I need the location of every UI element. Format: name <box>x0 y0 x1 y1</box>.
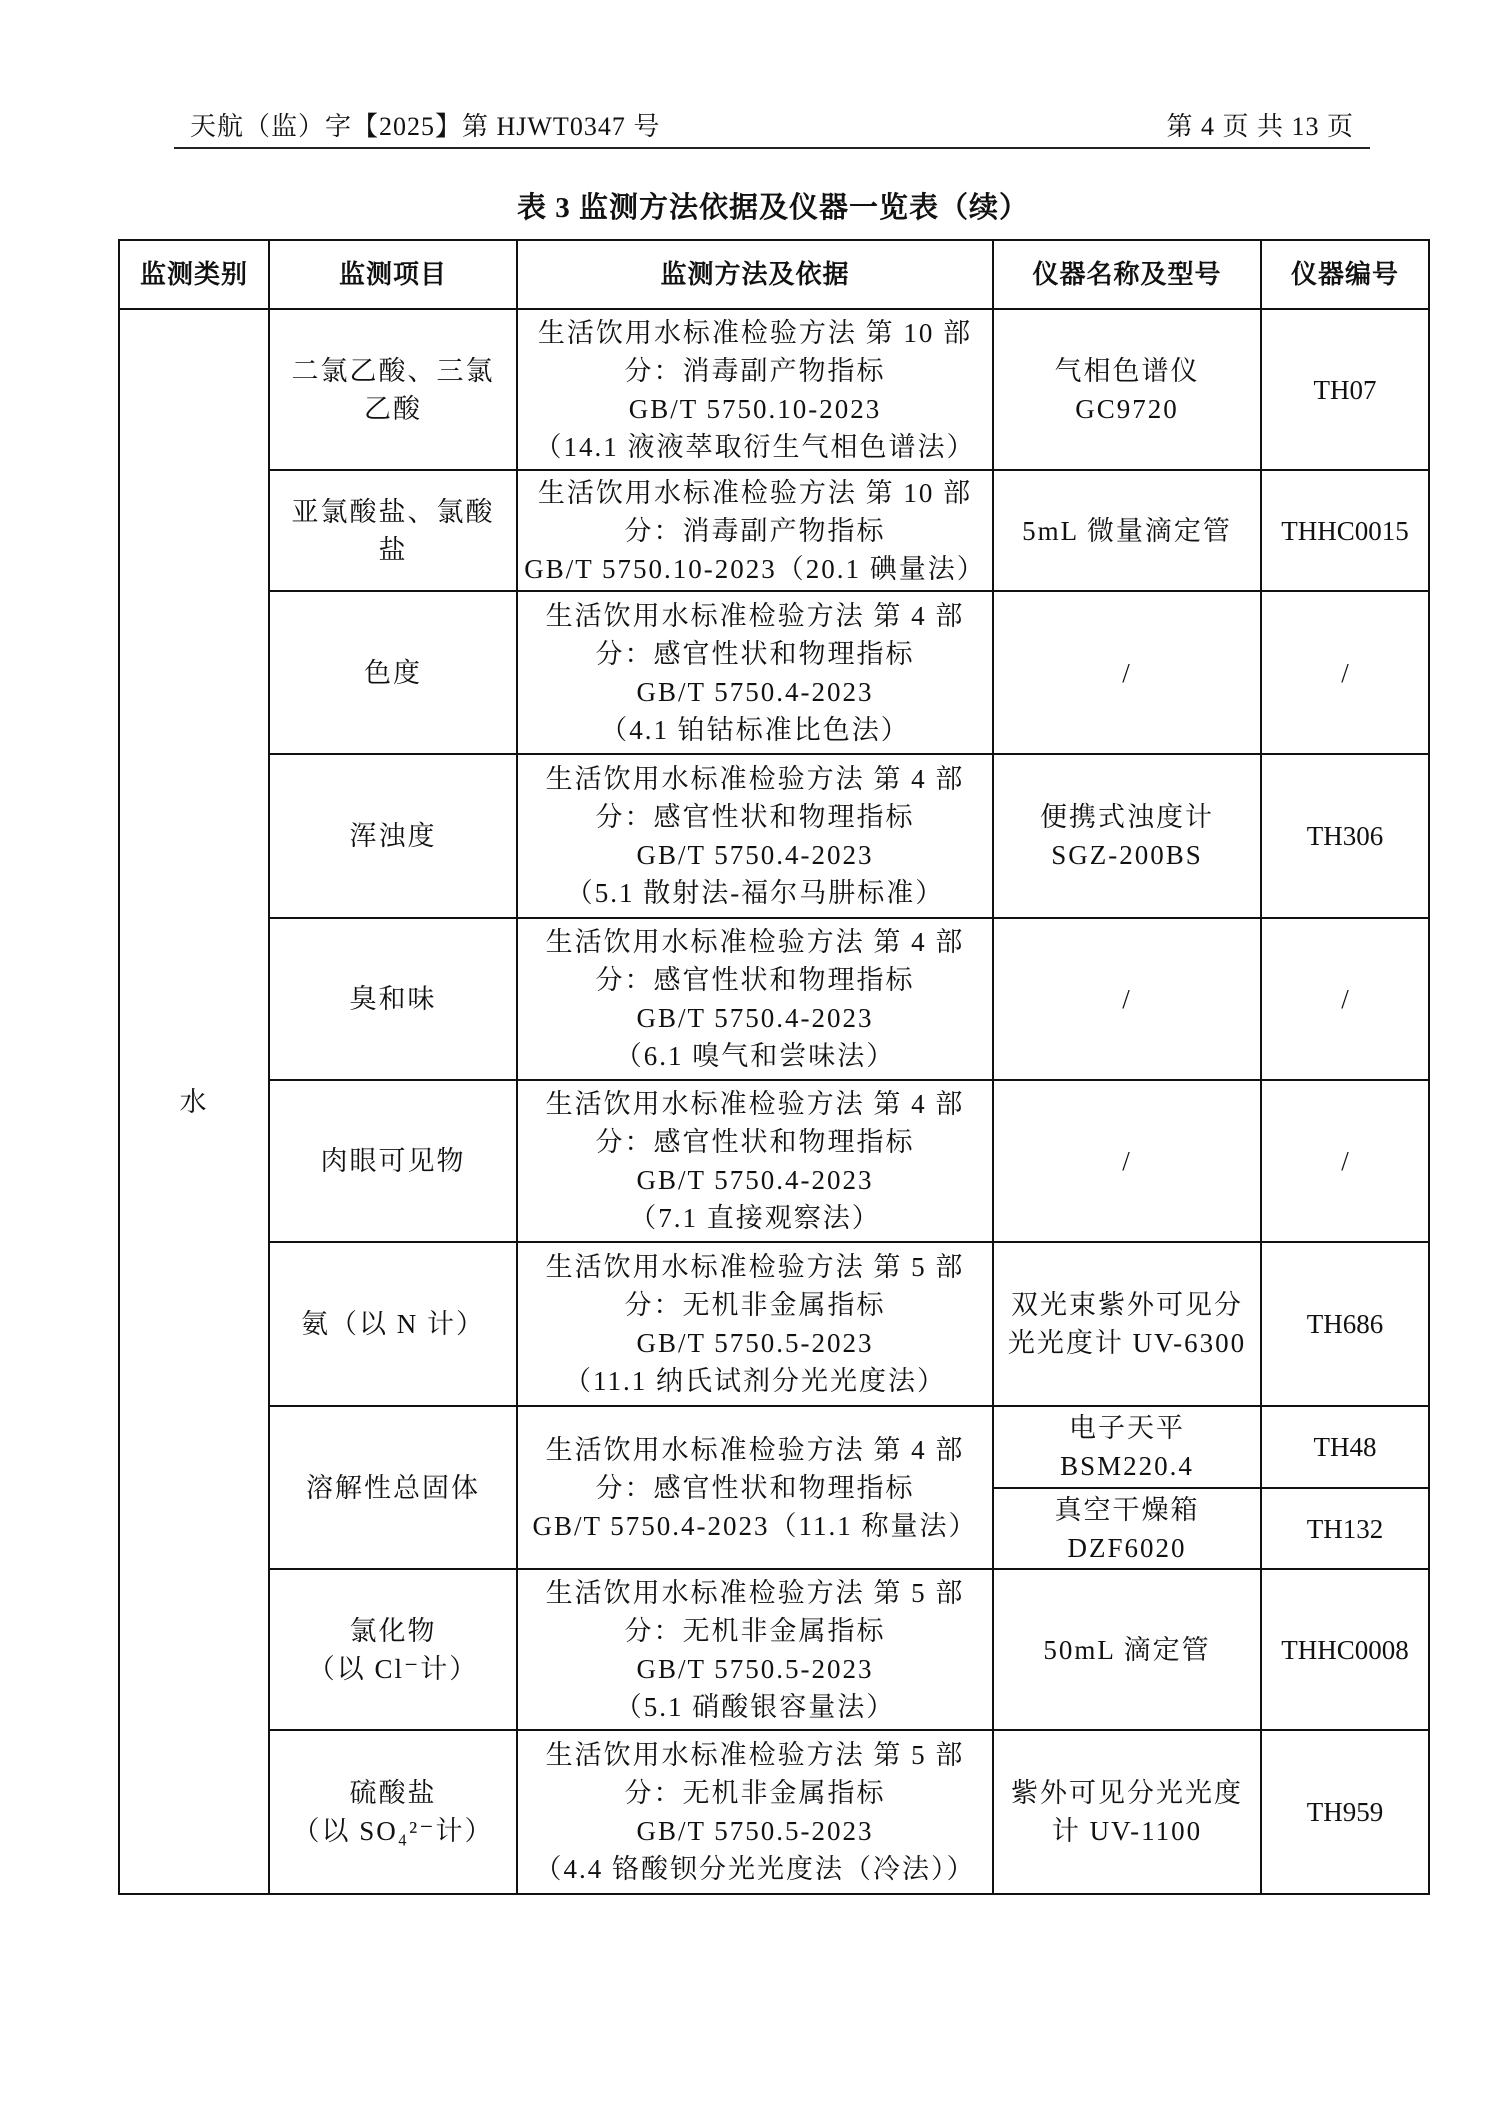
table-header-row <box>119 240 1429 309</box>
cell-instrument-id: / <box>1261 1080 1429 1242</box>
cell-method: 生活饮用水标准检验方法 第 5 部 分：无机非金属指标 GB/T 5750.5-2023 （5.1 硝酸银容量法） <box>517 1569 993 1730</box>
cell-instrument: 气相色谱仪 GC9720 <box>993 309 1261 470</box>
method-instrument-table <box>118 239 1430 1895</box>
cell-item: 硫酸盐 （以 SO₄²⁻计） <box>269 1730 517 1894</box>
table-title: 表 3 监测方法依据及仪器一览表（续） <box>516 192 1029 224</box>
table-row <box>119 470 1429 591</box>
cell-instrument: / <box>993 1080 1261 1242</box>
cell-method: 生活饮用水标准检验方法 第 10 部 分：消毒副产物指标 GB/T 5750.10-2023（20.1 碘量法） <box>517 470 993 591</box>
cell-item: 浑浊度 <box>269 754 517 918</box>
cell-instrument-id: TH132 <box>1261 1488 1429 1569</box>
cell-item: 亚氯酸盐、氯酸 盐 <box>269 470 517 591</box>
page-indicator: 第 4 页 共 13 页 <box>1166 112 1354 141</box>
table-row <box>119 1406 1429 1488</box>
cell-item: 色度 <box>269 591 517 754</box>
cell-item: 二氯乙酸、三氯 乙酸 <box>269 309 517 470</box>
cell-instrument-id: THHC0008 <box>1261 1569 1429 1730</box>
cell-instrument-id: TH306 <box>1261 754 1429 918</box>
cell-instrument-id: / <box>1261 591 1429 754</box>
cell-instrument: 真空干燥箱 DZF6020 <box>993 1488 1261 1569</box>
cell-instrument: 电子天平 BSM220.4 <box>993 1406 1261 1488</box>
table-row <box>119 754 1429 918</box>
cell-instrument: 便携式浊度计 SGZ-200BS <box>993 754 1261 918</box>
cell-method: 生活饮用水标准检验方法 第 4 部 分：感官性状和物理指标 GB/T 5750.4-2023 （6.1 嗅气和尝味法） <box>517 918 993 1080</box>
table-row <box>119 309 1429 470</box>
cell-item: 氯化物 （以 Cl⁻计） <box>269 1569 517 1730</box>
table-row <box>119 1242 1429 1406</box>
cell-instrument-id: / <box>1261 918 1429 1080</box>
document-number: 天航（监）字【2025】第 HJWT0347 号 <box>190 112 661 141</box>
cell-instrument: 50mL 滴定管 <box>993 1569 1261 1730</box>
cell-item: 溶解性总固体 <box>269 1406 517 1569</box>
cell-instrument: / <box>993 918 1261 1080</box>
column-header-item: 监测项目 <box>269 240 517 309</box>
cell-instrument-id: TH686 <box>1261 1242 1429 1406</box>
cell-item: 氨（以 N 计） <box>269 1242 517 1406</box>
table-row <box>119 591 1429 754</box>
cell-method: 生活饮用水标准检验方法 第 5 部 分：无机非金属指标 GB/T 5750.5-2023 （11.1 纳氏试剂分光光度法） <box>517 1242 993 1406</box>
table-row <box>119 1730 1429 1894</box>
header-divider <box>174 147 1370 149</box>
cell-method: 生活饮用水标准检验方法 第 10 部 分：消毒副产物指标 GB/T 5750.10-2023 （14.1 液液萃取衍生气相色谱法） <box>517 309 993 470</box>
table-row <box>119 1569 1429 1730</box>
cell-method: 生活饮用水标准检验方法 第 5 部 分：无机非金属指标 GB/T 5750.5-2023 （4.4 铬酸钡分光光度法（冷法）） <box>517 1730 993 1894</box>
cell-instrument: 5mL 微量滴定管 <box>993 470 1261 591</box>
table-row <box>119 918 1429 1080</box>
cell-method: 生活饮用水标准检验方法 第 4 部 分：感官性状和物理指标 GB/T 5750.4-2023 （7.1 直接观察法） <box>517 1080 993 1242</box>
cell-instrument-id: THHC0015 <box>1261 470 1429 591</box>
column-header-category: 监测类别 <box>119 240 269 309</box>
table-row <box>119 1080 1429 1242</box>
cell-instrument: 紫外可见分光光度 计 UV-1100 <box>993 1730 1261 1894</box>
cell-instrument-id: TH07 <box>1261 309 1429 470</box>
cell-instrument-id: TH48 <box>1261 1406 1429 1488</box>
cell-instrument-id: TH959 <box>1261 1730 1429 1894</box>
column-header-instrument-id: 仪器编号 <box>1261 240 1429 309</box>
cell-method: 生活饮用水标准检验方法 第 4 部 分：感官性状和物理指标 GB/T 5750.4-2023（11.1 称量法） <box>517 1406 993 1569</box>
column-header-method: 监测方法及依据 <box>517 240 993 309</box>
column-header-instrument: 仪器名称及型号 <box>993 240 1261 309</box>
cell-method: 生活饮用水标准检验方法 第 4 部 分：感官性状和物理指标 GB/T 5750.4-2023 （5.1 散射法-福尔马肼标准） <box>517 754 993 918</box>
cell-instrument: / <box>993 591 1261 754</box>
cell-item: 肉眼可见物 <box>269 1080 517 1242</box>
cell-category: 水 <box>119 309 269 1894</box>
cell-instrument: 双光束紫外可见分 光光度计 UV-6300 <box>993 1242 1261 1406</box>
cell-method: 生活饮用水标准检验方法 第 4 部 分：感官性状和物理指标 GB/T 5750.4-2023 （4.1 铂钴标准比色法） <box>517 591 993 754</box>
cell-item: 臭和味 <box>269 918 517 1080</box>
